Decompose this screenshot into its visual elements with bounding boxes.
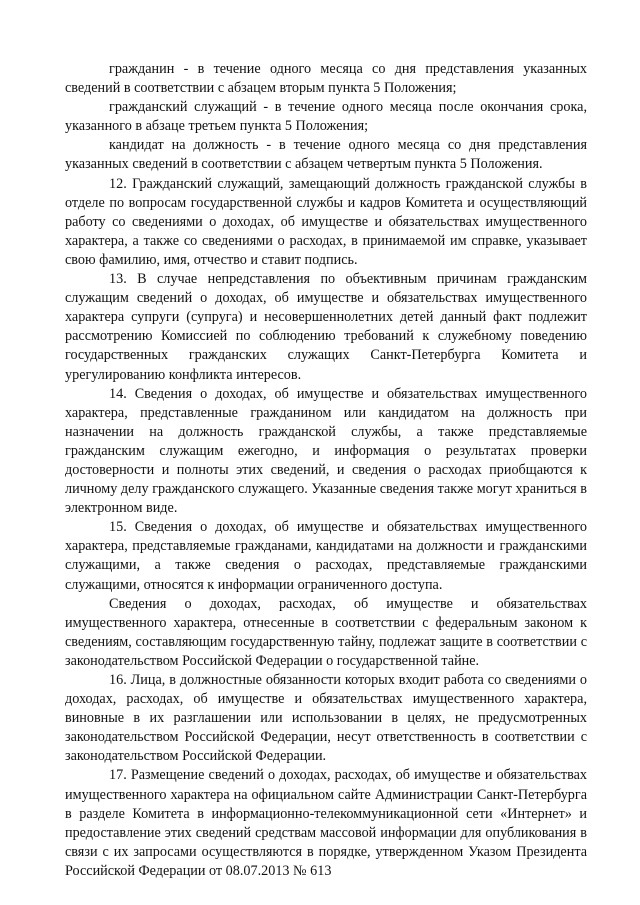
paragraph-13: 13. В случае непредставления по объективным причинам гражданским служащим сведений о доходах, об имуществе и обязательствах имущественного характера супруги (супруга) и несовершеннолетних детей данный факт подлежит рассмотрению Комиссией по соблюдению требований к служебному поведению государственных гражданских служащих Санкт-Петербурга Комитета и урегулированию конфликта интересов. [65, 271, 587, 383]
document-page [65, 60, 587, 881]
paragraph-14: 14. Сведения о доходах, об имуществе и обязательствах имущественного характера, представленные гражданином или кандидатом на должность при назначении на должность гражданской службы, а также представляемые гражданским служащим ежегодно, и информация о результатах проверки достоверности и полноты этих сведений, и сведения о расходах приобщаются к личному делу гражданского служащего. Указанные сведения также могут храниться в электронном виде. [65, 385, 587, 517]
paragraph-candidate-deadline: кандидат на должность - в течение одного месяца со дня представления указанных сведений в соответствии с абзацем четвертым пункта 5 Положения. [65, 137, 587, 173]
paragraph-15-state-secret: Сведения о доходах, расходах, об имуществе и обязательствах имущественного характера, отнесенные в соответствии с федеральным законом к сведениям, составляющим государственную тайну, подлежат защите в соответствии с законодательством Российской Федерации о государственной тайне. [65, 595, 587, 669]
paragraph-16: 16. Лица, в должностные обязанности которых входит работа со сведениями о доходах, расходах, об имуществе и обязательствах имущественного характера, виновные в их разглашении или использовании в целях, не предусмотренных законодательством Российской Федерации, несут ответственность в соответствии с законодательством Российской Федерации. [65, 672, 587, 765]
paragraph-12: 12. Гражданский служащий, замещающий должность гражданской службы в отделе по вопросам государственной службы и кадров Комитета и осуществляющий работу со сведениями о доходах, об имуществе и обязательствах имущественного характера, а также со сведениями о расходах, в принимаемой им справке, указывает свою фамилию, имя, отчество и ставит подпись. [65, 175, 587, 268]
paragraph-17: 17. Размещение сведений о доходах, расходах, об имуществе и обязательствах имущественного характера на официальном сайте Администрации Санкт-Петербурга в разделе Комитета в информационно-телекоммуникационной сети «Интернет» и предоставление этих сведений средствам массовой информации для опубликования в связи с их запросами осуществляются в порядке, утвержденном Указом Президента Российской Федерации от 08.07.2013 № 613 [65, 767, 587, 879]
paragraph-civil-servant-deadline: гражданский служащий - в течение одного месяца после окончания срока, указанного в абзаце третьем пункта 5 Положения; [65, 99, 587, 135]
paragraph-15: 15. Сведения о доходах, об имуществе и обязательствах имущественного характера, представляемые гражданами, кандидатами на должности и гражданскими служащими, а также сведения о расходах, представляемые гражданскими служащими, относятся к информации ограниченного доступа. [65, 519, 587, 593]
paragraph-citizen-deadline: гражданин - в течение одного месяца со дня представления указанных сведений в соответствии с абзацем вторым пункта 5 Положения; [65, 61, 587, 97]
